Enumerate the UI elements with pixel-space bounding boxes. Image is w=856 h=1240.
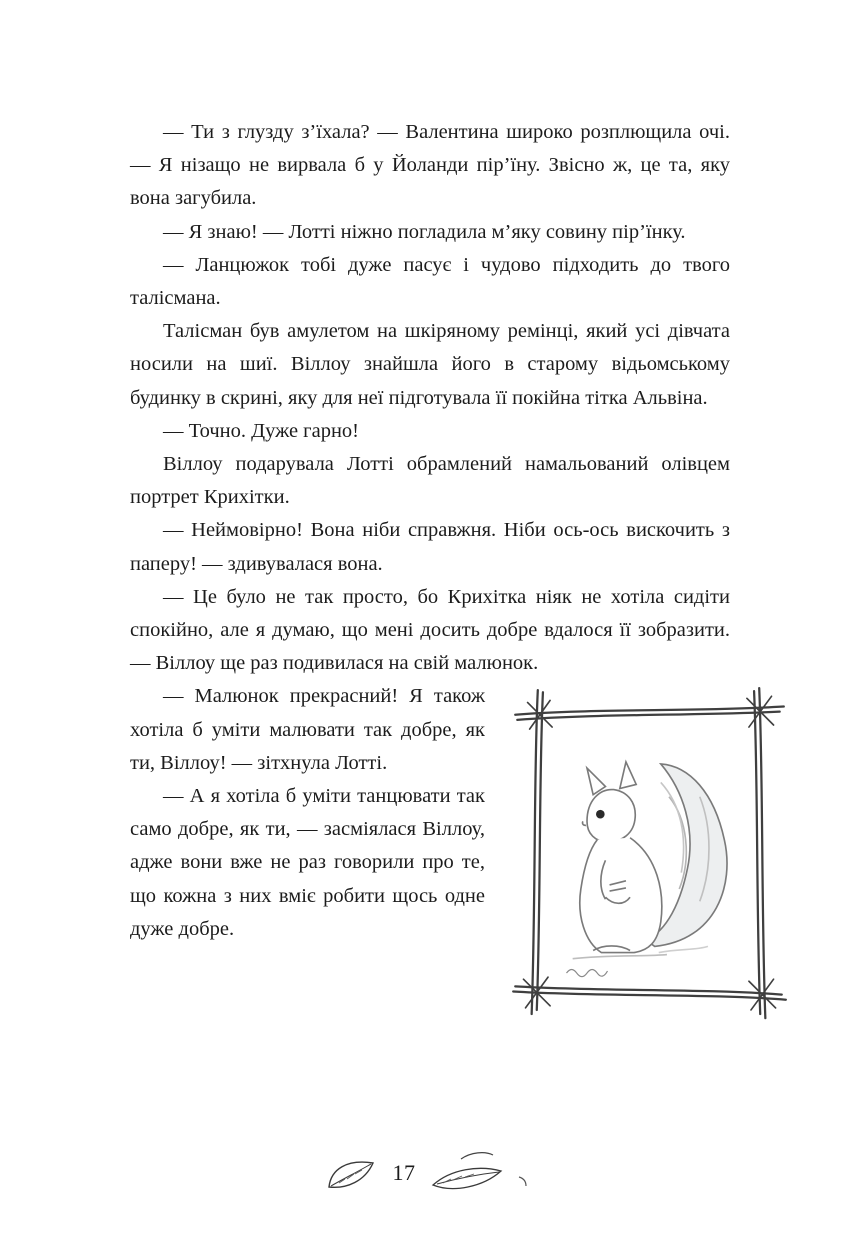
paragraph: — Ти з глузду з’їхала? — Валентина широко розплющила очі. — Я нізащо не вирвала б у Йоланди пір’їну. Звісно ж, це та, яку вона загубила. — [130, 121, 730, 210]
signature-scribble — [567, 970, 608, 977]
squirrel-drawing — [573, 762, 727, 959]
page-number: 17 — [392, 1160, 416, 1185]
paragraph: — Неймовірно! Вона ніби справжня. Ніби ось-ось вискочить з паперу! — здивувалася вона. — [130, 519, 730, 575]
paragraph: — Малюнок прекрасний! Я також хотіла б уміти малювати так добре, як ти, Віллоу! — зітхнула Лотті. — [130, 685, 485, 774]
leaf-icon — [325, 1153, 377, 1193]
paragraph: Талісман був амулетом на шкіряному ремінці, який усі дівчата носили на шиї. Віллоу знайшла його в старому відьомському будинку в скрині, яку для неї підготувала її покійна тітка Альвіна. — [130, 320, 730, 409]
squirrel-illustration — [505, 684, 792, 1022]
paragraph: — А я хотіла б уміти танцювати так само добре, як ти, — засміялася Віллоу, адже вони вже не раз говорили про те, що кожна з них вміє робити щось одне дуже добре. — [130, 785, 485, 940]
paragraph: Віллоу подарувала Лотті обрамлений намальований олівцем портрет Крихітки. — [130, 453, 730, 509]
paragraph: — Ланцюжок тобі дуже пасує і чудово підходить до твого талісмана. — [130, 253, 730, 310]
feather-leaf-icon — [431, 1147, 531, 1199]
squirrel-portrait-in-twig-frame-icon — [505, 684, 792, 1022]
twig-frame — [513, 689, 786, 1019]
text-block — [130, 116, 730, 1033]
page-footer — [0, 1138, 856, 1208]
paragraph: — Я знаю! — Лотті ніжно погладила м’яку совину пір’їнку. — [163, 220, 686, 243]
paragraph: — Це було не так просто, бо Крихітка ніяк не хотіла сидіти спокійно, але я думаю, що мені досить добре вдалося її зобразити. — Віллоу ще раз подивилася на свій малюнок. — [130, 585, 730, 675]
paragraph: — Точно. Дуже гарно! — [163, 419, 359, 442]
